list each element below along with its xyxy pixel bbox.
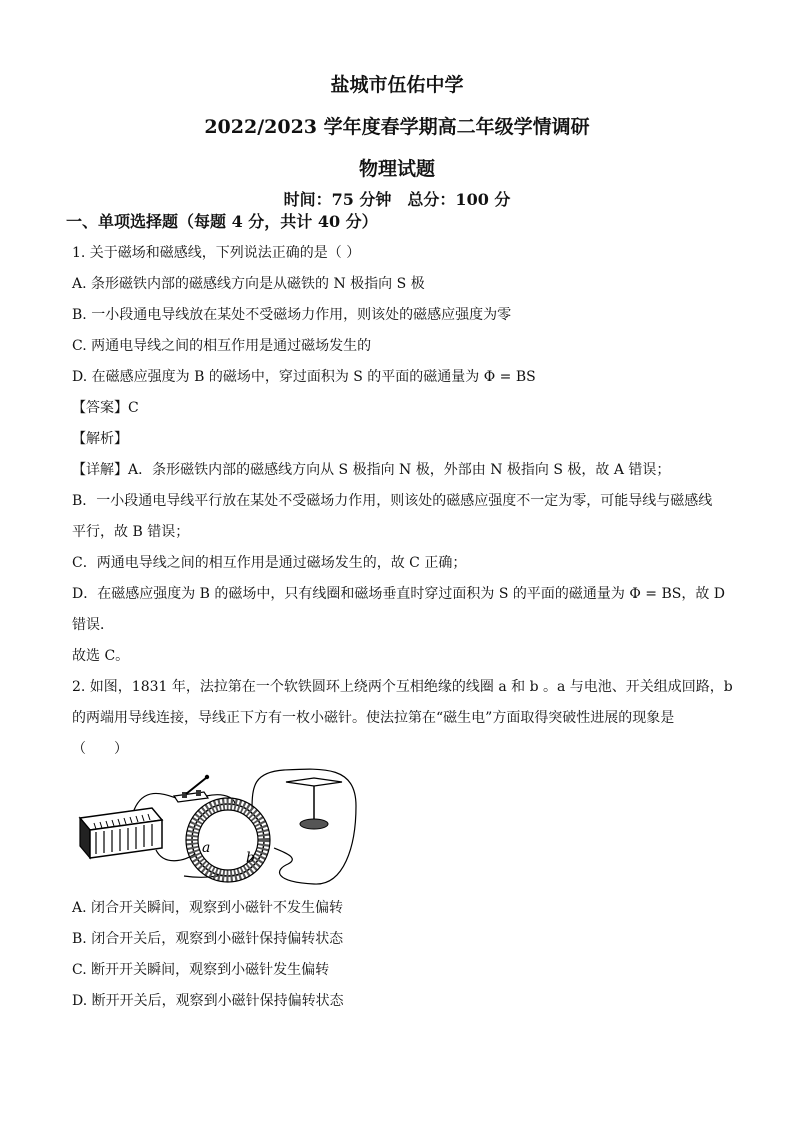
q1-option-a: A. 条形磁铁内部的磁感线方向是从磁铁的 N 极指向 S 极 bbox=[72, 276, 425, 292]
q2-option-b: B. 闭合开关后，观察到小磁针保持偏转状态 bbox=[72, 931, 344, 947]
q1-option-c: C. 两通电导线之间的相互作用是通过磁场发生的 bbox=[72, 338, 372, 354]
q2-option-c: C. 断开开关瞬间，观察到小磁针发生偏转 bbox=[72, 962, 330, 978]
battery-icon bbox=[80, 808, 162, 858]
q1-detail-line-4: C．两通电导线之间的相互作用是通过磁场发生的，故 C 正确； bbox=[72, 555, 467, 571]
q2-option-a: A. 闭合开关瞬间，观察到小磁针不发生偏转 bbox=[72, 900, 344, 916]
school-title: 盐城市伍佑中学 bbox=[330, 74, 464, 96]
coil-a-label: a bbox=[202, 840, 211, 856]
q2-stem-line-1: 2. 如图，1831 年，法拉第在一个软铁圆环上绕两个互相绝缘的线圈 a 和 b 。a 与电池、开关组成回路，b bbox=[72, 679, 733, 695]
q1-detail-line-6: 错误． bbox=[72, 617, 114, 633]
q1-answer: 【答案】C bbox=[72, 400, 139, 416]
term-title: 2022/2023 学年度春学期高二年级学情调研 bbox=[204, 116, 590, 138]
q1-detail-line-5: D．在磁感应强度为 B 的磁场中，只有线圈和磁场垂直时穿过面积为 S 的平面的磁通量为 Φ = BS，故 D bbox=[72, 586, 726, 602]
q1-analysis-label: 【解析】 bbox=[72, 431, 128, 447]
subject-title: 物理试题 bbox=[358, 158, 435, 180]
q2-stem-line-3: （ ） bbox=[72, 741, 128, 757]
coil-b-label: b bbox=[246, 850, 255, 866]
compass-needle-icon bbox=[286, 778, 342, 829]
q2-option-d: D. 断开开关后，观察到小磁针保持偏转状态 bbox=[72, 993, 344, 1009]
q1-stem: 1. 关于磁场和磁感线，下列说法正确的是（ ） bbox=[72, 245, 361, 261]
section-1-heading: 一、单项选择题（每题 4 分，共计 40 分） bbox=[66, 212, 378, 231]
q1-detail-line-7: 故选 C。 bbox=[72, 648, 130, 664]
q1-option-b: B. 一小段通电导线放在某处不受磁场力作用，则该处的磁感应强度为零 bbox=[72, 307, 512, 323]
q1-detail-line-3: 平行，故 B 错误； bbox=[72, 524, 190, 540]
q2-stem-line-2: 的两端用导线连接，导线正下方有一枚小磁针。使法拉第在“磁生电”方面取得突破性进展的现象是 bbox=[72, 710, 675, 726]
q1-option-d: D. 在磁感应强度为 B 的磁场中，穿过面积为 S 的平面的磁通量为 Φ = BS bbox=[72, 369, 536, 385]
time-total-line: 时间：75 分钟 总分：100 分 bbox=[283, 190, 511, 209]
q1-detail-line-1: 【详解】A．条形磁铁内部的磁感线方向从 S 极指向 N 极，外部由 N 极指向 S 极，故 A 错误； bbox=[72, 462, 671, 478]
switch-icon bbox=[174, 775, 209, 802]
q1-detail-line-2: B．一小段通电导线平行放在某处不受磁场力作用，则该处的磁感应强度不一定为零，可能导线与磁感线 bbox=[72, 493, 713, 509]
faraday-apparatus-figure bbox=[74, 766, 360, 890]
iron-ring-icon bbox=[186, 798, 270, 882]
